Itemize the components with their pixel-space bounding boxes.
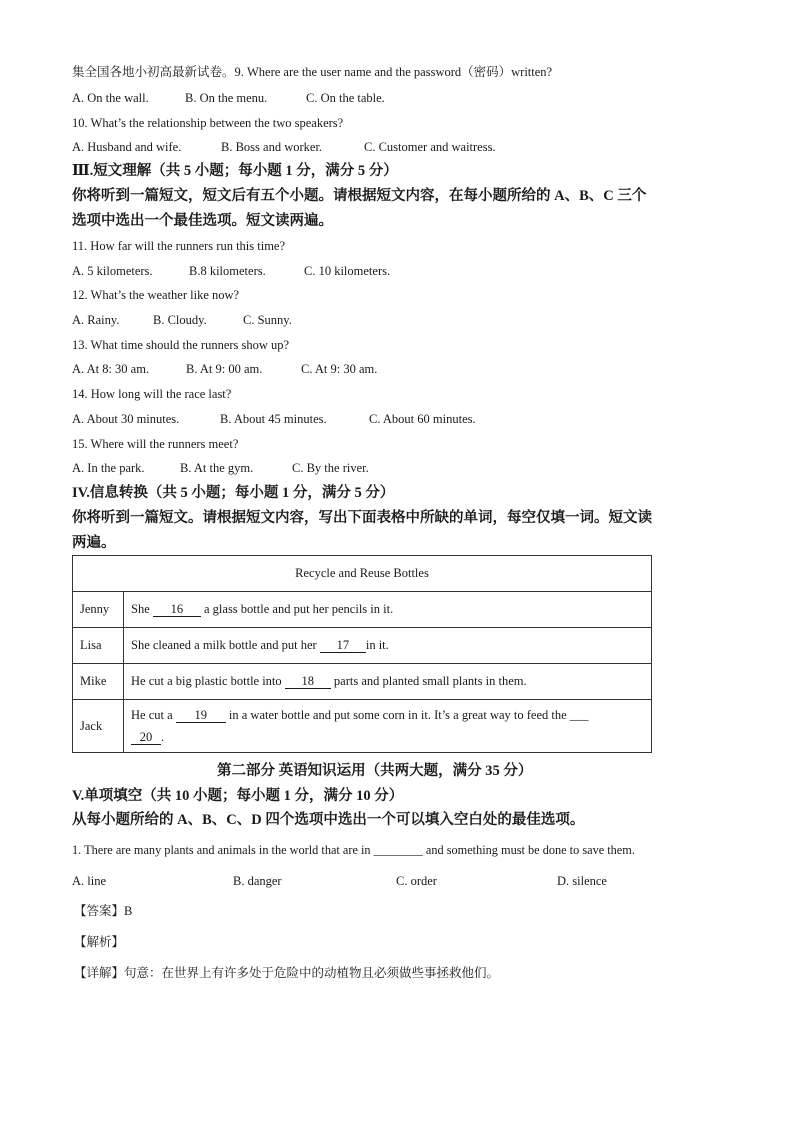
answer-line [74,903,132,919]
option-b: B. About 45 minutes. [220,412,327,426]
question-9-options [72,90,385,106]
option-c: C. At 9: 30 am. [301,362,378,376]
row-text: She cleaned a milk bottle and put her 17 in it. [124,628,652,664]
option-b: B. Boss and worker. [221,140,323,154]
option-c: C. 10 kilometers. [304,264,391,278]
analysis-line [74,934,124,950]
row-name: Jenny [73,592,124,628]
answer-label: 【答案】 [74,904,125,918]
option-a: A. Husband and wife. [72,140,182,154]
blank-20: 20 [131,730,161,745]
question-10-options [72,139,496,155]
info-table [72,555,652,753]
section-4-instructions-cont: 两遍。 [72,535,116,551]
option-b: B. At 9: 00 am. [186,362,263,376]
row-text: He cut a 19 in a water bottle and put some corn in it. It’s a great way to feed the ___ 20 . [124,700,652,753]
row-text: He cut a big plastic bottle into 18 parts and planted small plants in them. [124,664,652,700]
option-a: A. Rainy. [72,313,120,327]
question-15: 15. Where will the runners meet? [72,437,239,451]
part-2-heading: 第二部分 英语知识运用（共两大题，满分 35 分） [217,763,533,779]
table-row [73,664,652,700]
option-a: A. At 8: 30 am. [72,362,150,376]
question-11: 11. How far will the runners run this time? [72,239,286,253]
option-d: D. silence [557,874,607,888]
row-name: Jack [73,700,124,753]
section-5-heading: V.单项填空（共 10 小题；每小题 1 分，满分 10 分） [72,788,404,804]
detail-text: 句意：在世界上有许多处于危险中的动植物且必须做些事拯救他们。 [124,966,500,980]
option-a: A. 5 kilometers. [72,264,153,278]
option-a: A. About 30 minutes. [72,412,180,426]
question-14-options [72,411,476,427]
question-10: 10. What’s the relationship between the two speakers? [72,116,344,130]
row-text: She 16 a glass bottle and put her pencils in it. [124,592,652,628]
analysis-label: 【解析】 [74,935,125,949]
detail-label: 【详解】 [74,966,125,980]
option-a: A. In the park. [72,461,145,475]
option-a: A. line [72,874,107,888]
table-row [73,628,652,664]
question-1-options [72,873,607,889]
section-3-heading: Ⅲ.短文理解（共 5 小题；每小题 1 分，满分 5 分） [72,163,398,179]
section-3-instructions: 你将听到一篇短文，短文后有五个小题。请根据短文内容，在每小题所给的 A、B、C 三个 [72,188,647,204]
detail-line [74,965,499,981]
option-c: C. About 60 minutes. [369,412,476,426]
option-a: A. On the wall. [72,91,149,105]
option-b: B. danger [233,874,282,888]
section-3-instructions-cont: 选项中选出一个最佳选项。短文读两遍。 [72,213,333,229]
table-row [73,592,652,628]
question-14: 14. How long will the race last? [72,387,232,401]
question-13-options [72,361,377,377]
answer-value: B [124,904,133,918]
table-title: Recycle and Reuse Bottles [73,556,652,592]
question-9: 集全国各地小初高最新试卷。9. Where are the user name and the password（密码）written? [72,65,553,79]
option-b: B.8 kilometers. [189,264,266,278]
option-b: B. At the gym. [180,461,254,475]
option-b: B. On the menu. [185,91,268,105]
table-row [73,700,652,753]
blank-19: 19 [176,708,226,723]
option-c: C. By the river. [292,461,369,475]
question-15-options [72,460,369,476]
section-4-instructions: 你将听到一篇短文。请根据短文内容，写出下面表格中所缺的单词，每空仅填一词。短文读 [72,510,652,526]
row-name: Lisa [73,628,124,664]
section-5-instructions: 从每小题所给的 A、B、C、D 四个选项中选出一个可以填入空白处的最佳选项。 [72,812,585,828]
option-b: B. Cloudy. [153,313,207,327]
blank-17: 17 [320,638,366,653]
question-12-options [72,312,292,328]
option-c: C. order [396,874,437,888]
option-c: C. On the table. [306,91,385,105]
question-12: 12. What’s the weather like now? [72,288,240,302]
section-4-heading: IV.信息转换（共 5 小题；每小题 1 分，满分 5 分） [72,485,395,501]
blank-18: 18 [285,674,331,689]
question-1: 1. There are many plants and animals in the world that are in ________ and something must be done to save them. [72,843,635,857]
question-13: 13. What time should the runners show up? [72,338,290,352]
option-c: C. Customer and waitress. [364,140,496,154]
blank-16: 16 [153,602,201,617]
question-11-options [72,263,390,279]
row-name: Mike [73,664,124,700]
option-c: C. Sunny. [243,313,292,327]
